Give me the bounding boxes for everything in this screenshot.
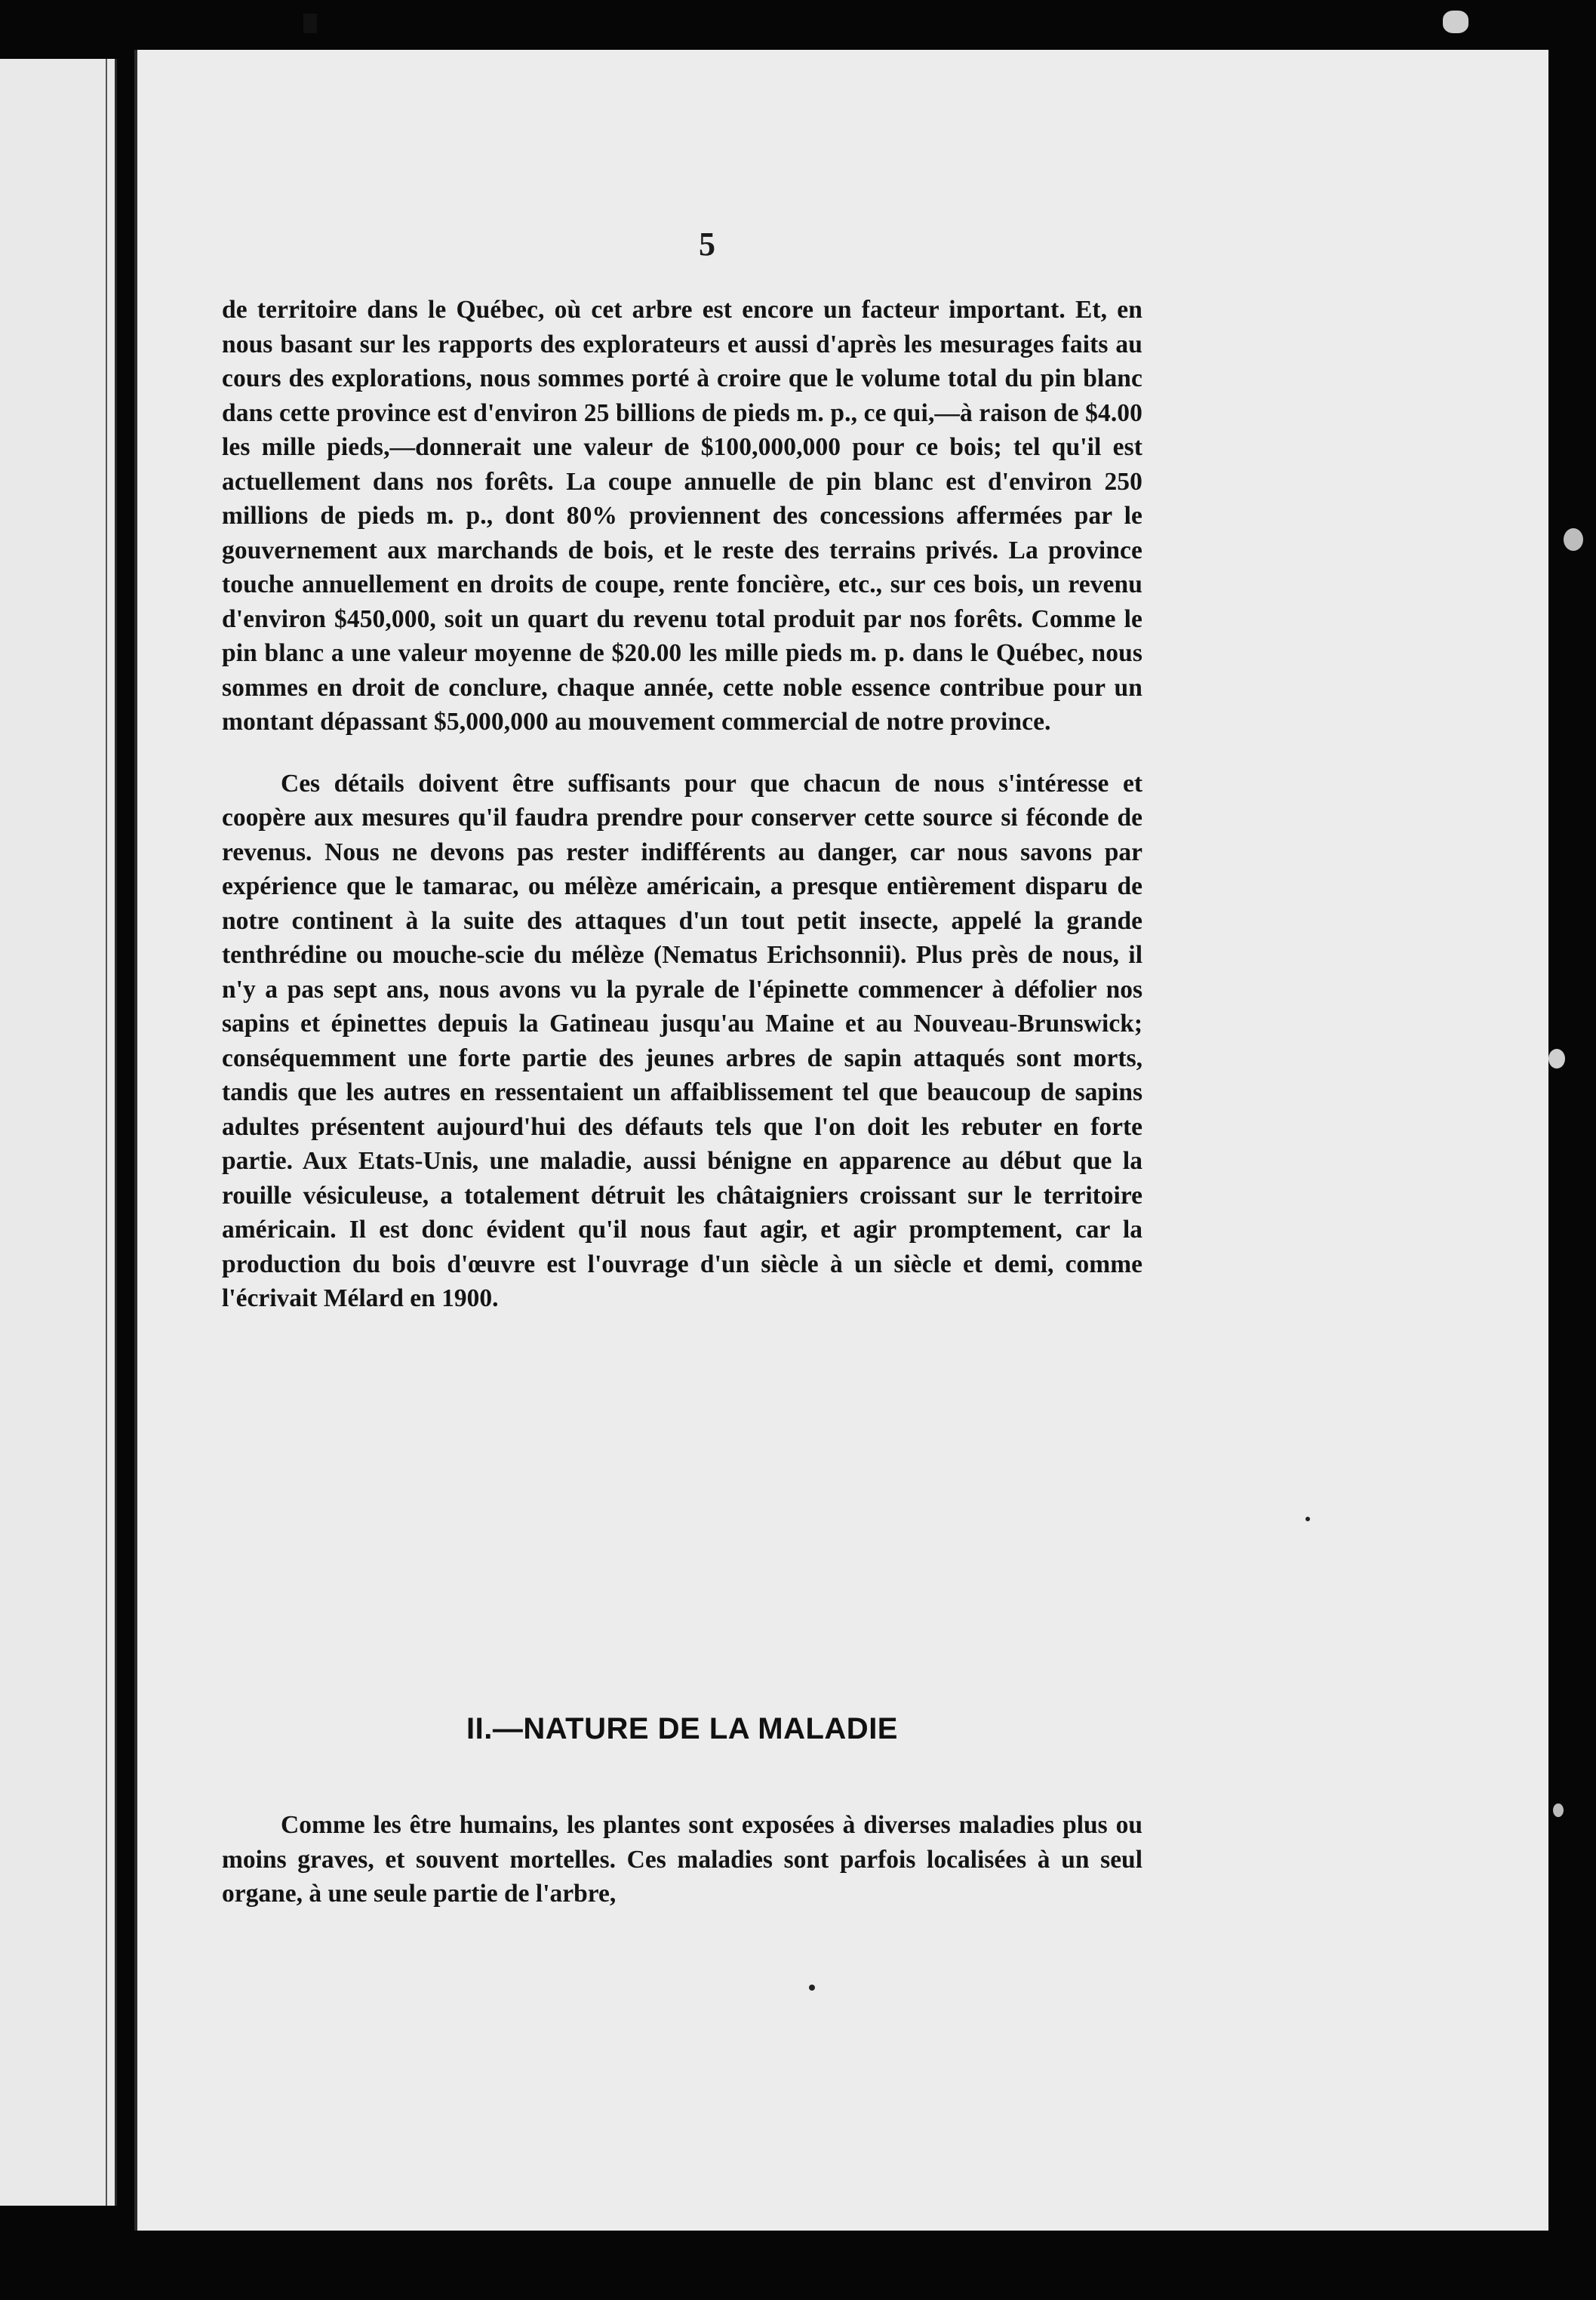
scan-mark-top-left [303,14,317,33]
section-body [222,1808,1142,1911]
scan-mark-top-right [1443,11,1468,33]
scan-speck [809,1985,815,1991]
scan-speck [1564,528,1583,551]
paragraph-pin-blanc: de territoire dans le Québec, où cet arbre est encore un facteur important. Et, en nous basant sur les rapports des explorateurs et aussi d'après les mesurages faits au cours des explorations, nous sommes porté à croire que le volume total du pin blanc dans cette province est d'environ 25 billions de pieds m. p., ce qui,—à raison de $4.00 les mille pieds,—donnerait une valeur de $100,000,000 pour ce bois; tel qu'il est actuellement dans nos forêts. La coupe annuelle de pin blanc est d'environ 250 millions de pieds m. p., dont 80% proviennent des concessions affermées par le gouvernement aux marchands de bois, et le reste des terrains privés. La province touche annuellement en droits de coupe, rente foncière, etc., sur ces bois, un revenu d'environ $450,000, soit un quart du revenu total produit par nos forêts. Comme le pin blanc a une valeur moyenne de $20.00 les mille pieds m. p. dans le Québec, nous sommes en droit de conclure, chaque année, cette noble essence contribue pour un montant dépassant $5,000,000 au mouvement commercial de notre province. [222,296,1142,736]
page-number: 5 [699,226,715,263]
paragraph-maladies: Comme les être humains, les plantes sont exposées à diverses maladies plus ou moins graves, et souvent mortelles. Ces maladies sont parfois localisées à un seul organe, à une seule partie de l'arbre, [222,1811,1142,1908]
page-fold-line [106,59,107,2206]
body-text [222,293,1142,1316]
scan-speck [1553,1803,1564,1817]
scan-speck [1548,1049,1565,1069]
facing-page-edge [0,59,117,2206]
scan-speck [1305,1517,1310,1521]
paragraph-conservation: Ces détails doivent être suffisants pour que chacun de nous s'intéresse et coopère aux mesures qu'il faudra prendre pour conserver cette source si féconde de revenus. Nous ne devons pas rester indifférents au danger, car nous savons par expérience que le tamarac, ou mélèze américain, a presque entièrement disparu de notre continent à la suite des attaques d'un tout petit insecte, appelé la grande tenthrédine ou mouche-scie du mélèze (Nematus Erichsonnii). Plus près de nous, il n'y a pas sept ans, nous avons vu la pyrale de l'épinette commencer à défolier nos sapins et épinettes depuis la Gatineau jusqu'au Maine et au Nouveau-Brunswick; conséquemment une forte partie des jeunes arbres de sapin attaqués sont morts, tandis que les autres en ressentaient un affaiblissement tel que beaucoup de sapins adultes présentent aujourd'hui des défauts tels que l'on doit les rebuter en forte partie. Aux Etats-Unis, une maladie, aussi bénigne en apparence au début que la rouille vésiculeuse, a totalement détruit les châtaigniers croissant sur le territoire américain. Il est donc évident qu'il nous faut agir, et agir promptement, car la production du bois d'œuvre est l'ouvrage d'un siècle à un siècle et demi, comme l'écrivait Mélard en 1900. [222,769,1142,1312]
section-heading: II.—NATURE DE LA MALADIE [466,1712,898,1745]
